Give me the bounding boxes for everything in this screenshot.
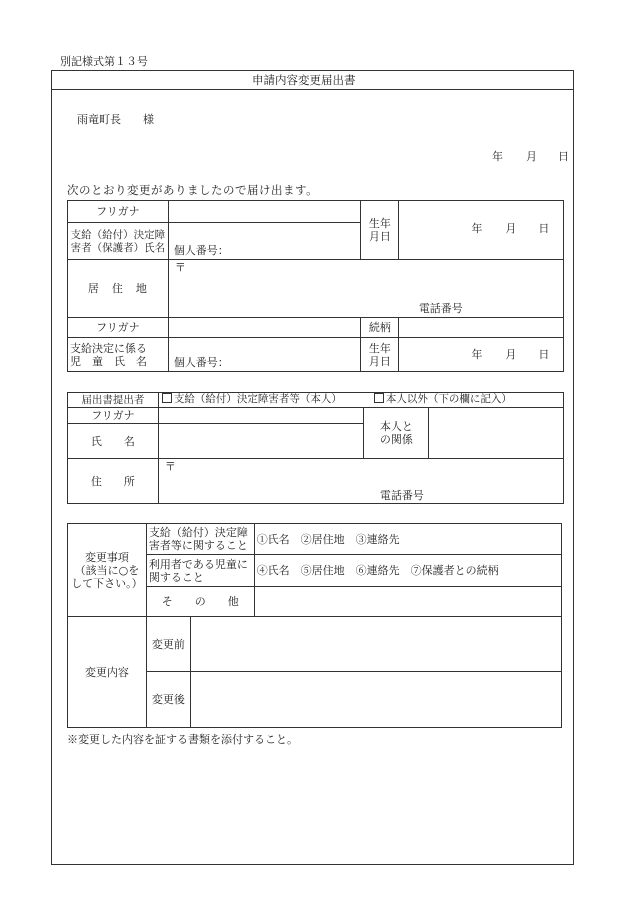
category-other-field[interactable] (254, 587, 561, 617)
change-items-label: 変更事項 （該当に○を して下さい。） (68, 524, 147, 617)
change-content-label: 変更内容 (68, 617, 147, 728)
category-child: 利用者である児童に 関すること (146, 555, 254, 587)
after-label: 変更後 (146, 672, 190, 728)
submitter-options (158, 393, 563, 408)
child-dob-field[interactable]: 年 月 日 (399, 338, 564, 372)
recipient-table (67, 200, 564, 372)
relation-label: 続柄 (361, 318, 399, 338)
relationship-label: 本人と の関係 (364, 408, 429, 459)
furigana-field[interactable] (168, 201, 361, 223)
submitter-name-label: 氏 名 (68, 424, 159, 459)
child-name-field[interactable]: 個人番号： (168, 338, 361, 372)
submitter-furigana-field[interactable] (158, 408, 364, 424)
dob-field[interactable]: 年 月 日 (399, 201, 564, 260)
postal-mark: 〒 (174, 261, 186, 274)
submitter-name-field[interactable] (158, 424, 364, 459)
addressee: 雨竜町長 様 (77, 113, 154, 126)
dob-label: 生年 月日 (361, 201, 399, 260)
checkbox-icon (374, 393, 384, 403)
recipient-name-label: 支給（給付）決定障 害者（保護者）氏名 (68, 223, 169, 260)
submitter-address-field[interactable]: 〒 電話番号 (158, 459, 563, 504)
after-field[interactable] (190, 672, 561, 728)
address-field[interactable] (168, 260, 563, 318)
child-name-label: 支給決定に係る 児 童 氏 名 (68, 338, 169, 372)
relation-field[interactable] (399, 318, 564, 338)
option-other[interactable]: 本人以外（下の欄に記入） (374, 393, 512, 406)
category-child-options[interactable]: ④氏名 ⑤居住地 ⑥連絡先 ⑦保護者との続柄 (254, 555, 561, 587)
before-label: 変更前 (146, 617, 190, 672)
category-recipient: 支給（給付）決定障 害者等に関すること (146, 524, 254, 555)
submitter-label: 届出書提出者 (68, 393, 159, 408)
submitter-furigana-label: フリガナ (68, 408, 159, 424)
child-dob-label: 生年 月日 (361, 338, 399, 372)
form-title: 申請内容変更届出書 (252, 73, 356, 87)
date-day: 日 (558, 150, 569, 163)
attachment-note: ※変更した内容を証する書類を添付すること。 (67, 733, 298, 746)
individual-number-label: 個人番号： (173, 244, 229, 257)
title-divider (51, 89, 574, 90)
address-label: 居 住 地 (68, 260, 169, 318)
submitter-phone-label: 電話番号 (379, 489, 424, 502)
phone-label: 電話番号 (418, 302, 463, 315)
intro-text: 次のとおり変更がありましたので届け出ます。 (67, 183, 319, 197)
form-number: 別記様式第１３号 (60, 55, 148, 68)
category-other: そ の 他 (146, 587, 254, 617)
furigana2-label: フリガナ (68, 318, 169, 338)
furigana-label: フリガナ (68, 201, 169, 223)
recipient-name-field[interactable] (168, 223, 361, 260)
category-recipient-options[interactable]: ①氏名 ②居住地 ③連絡先 (254, 524, 561, 555)
checkbox-icon (162, 393, 172, 403)
relationship-field[interactable] (429, 408, 564, 459)
option-self[interactable]: 支給（給付）決定障害者等（本人） (162, 393, 342, 406)
date-year: 年 (492, 150, 503, 163)
submitter-address-label: 住 所 (68, 459, 159, 504)
change-table (67, 523, 562, 728)
date-month: 月 (526, 150, 537, 163)
furigana2-field[interactable] (168, 318, 361, 338)
submitter-table (67, 392, 564, 504)
before-field[interactable] (190, 617, 561, 672)
